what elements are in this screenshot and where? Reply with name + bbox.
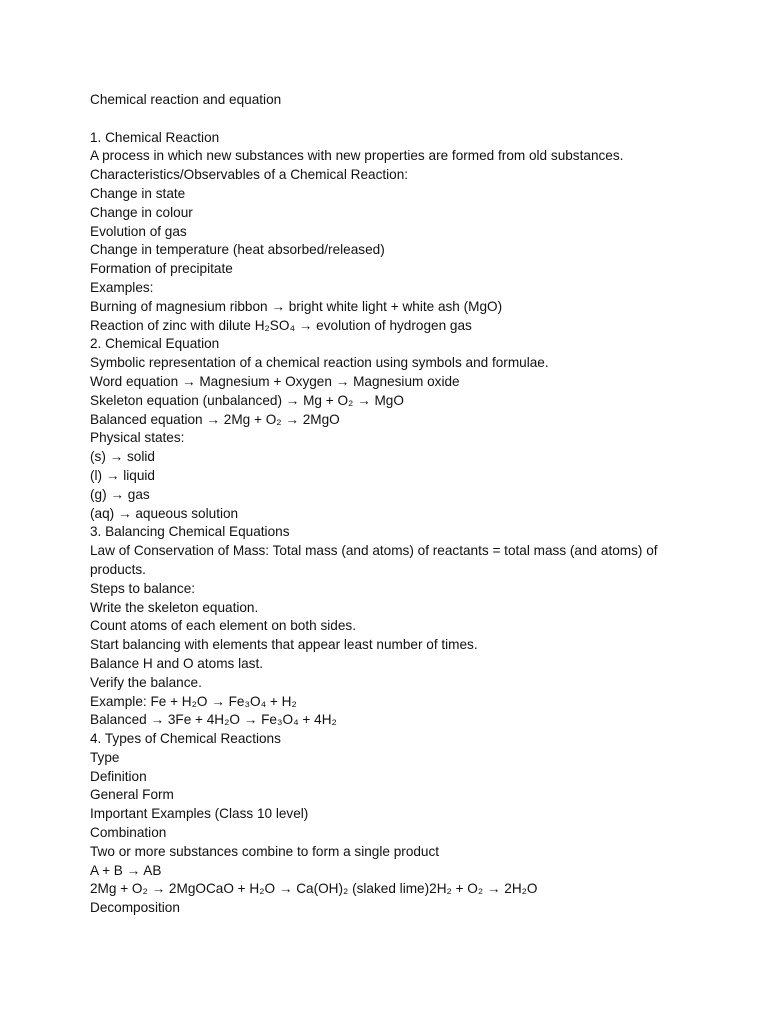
table-header-cell: Type — [90, 749, 120, 765]
example-line: Reaction of zinc with dilute H₂SO₄ → evolution of hydrogen gas — [90, 317, 472, 333]
example-line: Example: Fe + H₂O → Fe₃O₄ + H₂ — [90, 693, 297, 709]
blank-line — [90, 110, 680, 129]
list-item: Change in state — [90, 185, 186, 201]
section-heading-chemical-reaction: 1. Chemical Reaction — [90, 129, 220, 145]
section-heading-chemical-equation: 2. Chemical Equation — [90, 336, 220, 352]
example-line: Burning of magnesium ribbon → bright white light + white ash (MgO) — [90, 298, 503, 314]
table-header-cell: General Form — [90, 787, 174, 803]
section-heading-types: 4. Types of Chemical Reactions — [90, 731, 281, 747]
subheading-examples: Examples: — [90, 279, 154, 295]
list-item: Count atoms of each element on both sides. — [90, 618, 356, 634]
list-item: Write the skeleton equation. — [90, 599, 259, 615]
list-item: (s) → solid — [90, 449, 155, 465]
document-body — [90, 91, 680, 918]
equation-line: Balanced equation → 2Mg + O₂ → 2MgO — [90, 411, 340, 427]
table-cell: A + B → AB — [90, 862, 162, 878]
equation-line: Skeleton equation (unbalanced) → Mg + O₂ → MgO — [90, 392, 404, 408]
list-item: Evolution of gas — [90, 223, 187, 239]
list-item: Change in colour — [90, 204, 193, 220]
equation-line: Word equation → Magnesium + Oxygen → Magnesium oxide — [90, 373, 460, 389]
table-cell: 2Mg + O₂ → 2MgOCaO + H₂O → Ca(OH)₂ (slaked lime)2H₂ + O₂ → 2H₂O — [90, 881, 538, 897]
list-item: (g) → gas — [90, 486, 150, 502]
table-cell: Combination — [90, 825, 167, 841]
example-line: Balanced → 3Fe + 4H₂O → Fe₃O₄ + 4H₂ — [90, 712, 337, 728]
subheading-steps: Steps to balance: — [90, 580, 196, 596]
section-heading-balancing: 3. Balancing Chemical Equations — [90, 524, 290, 540]
list-item: Balance H and O atoms last. — [90, 655, 264, 671]
list-item: (aq) → aqueous solution — [90, 505, 239, 521]
definition-line: A process in which new substances with new properties are formed from old substances. — [90, 148, 624, 164]
list-item: Formation of precipitate — [90, 261, 233, 277]
subheading-physical-states: Physical states: — [90, 430, 185, 446]
table-header-cell: Definition — [90, 768, 147, 784]
list-item: Start balancing with elements that appear least number of times. — [90, 637, 478, 653]
subheading-characteristics: Characteristics/Observables of a Chemical Reaction: — [90, 167, 409, 183]
definition-line: Symbolic representation of a chemical reaction using symbols and formulae. — [90, 355, 549, 371]
table-cell: Decomposition — [90, 900, 180, 916]
table-header-cell: Important Examples (Class 10 level) — [90, 806, 309, 822]
list-item: Change in temperature (heat absorbed/released) — [90, 242, 385, 258]
law-of-conservation-line: Law of Conservation of Mass: Total mass (and atoms) of reactants = total mass (and atoms) of products. — [90, 543, 658, 577]
document-title: Chemical reaction and equation — [90, 92, 282, 107]
table-cell: Two or more substances combine to form a single product — [90, 843, 440, 859]
list-item: Verify the balance. — [90, 674, 202, 690]
list-item: (l) → liquid — [90, 467, 155, 483]
